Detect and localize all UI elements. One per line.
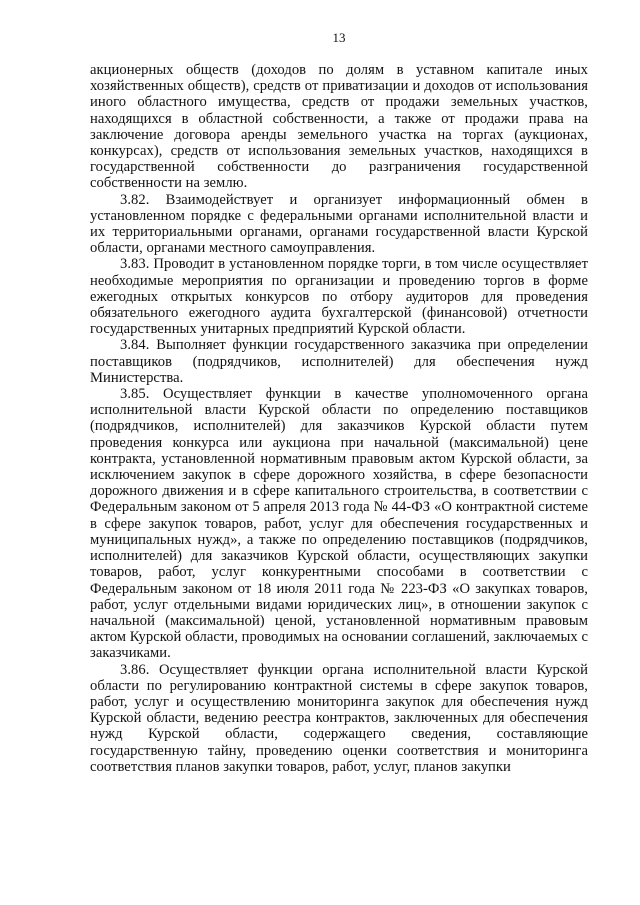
paragraph-3-86: 3.86. Осуществляет функции органа исполнительной власти Курской области по регулированию контрактной системы в сфере закупок товаров, работ, услуг и осуществлению мониторинга закупок для обеспечения нужд Курской области, ведению реестра контрактов, заключенных для обеспечения нужд Курской области, содержащего сведения, составляющие государственную тайну, проведению оценки соответствия и мониторинга соответствия планов закупки товаров, работ, услуг, планов закупки <box>90 661 588 775</box>
paragraph-3-84: 3.84. Выполняет функции государственного заказчика при определении поставщиков (подрядчиков, исполнителей) для обеспечения нужд Министерства. <box>90 337 588 386</box>
paragraph-3-85: 3.85. Осуществляет функции в качестве уполномоченного органа исполнительной власти Курской области по определению поставщиков (подрядчиков, исполнителей) для заказчиков Курской области путем проведения конкурса или аукциона при начальной (максимальной) цене контракта, установленной нормативным правовым актом Курской области, за исключением закупок в сфере дорожного хозяйства, в сфере безопасности дорожного движения и в сфере капитального строительства, в соответствии с Федеральным законом от 5 апреля 2013 года № 44-ФЗ «О контрактной системе в сфере закупок товаров, работ, услуг для обеспечения государственных и муниципальных нужд», а также по определению поставщиков (подрядчиков, исполнителей) для заказчиков Курской области, осуществляющих закупки товаров, работ, услуг конкурентными способами в соответствии с Федеральным законом от 18 июля 2011 года № 223-ФЗ «О закупках товаров, работ, услуг отдельными видами юридических лиц», в отношении закупок с начальной (максимальной) ценой, установленной нормативным правовым актом Курской области, проводимых на основании соглашений, заключаемых с заказчиками. <box>90 386 588 662</box>
paragraph-3-82: 3.82. Взаимодействует и организует информационный обмен в установленном порядке с федеральными органами исполнительной власти и их территориальными органами, органами государственной власти Курской области, органами местного самоуправления. <box>90 191 588 257</box>
page-number: 13 <box>332 30 346 45</box>
paragraph-3-83: 3.83. Проводит в установленном порядке торги, в том числе осуществляет необходимые мероприятия по организации и проведению торгов в форме ежегодных открытых конкурсов по отбору аудиторов для проведения обязательного ежегодного аудита бухгалтерской (финансовой) отчетности государственных унитарных предприятий Курской области. <box>90 256 588 338</box>
paragraph-continuation: акционерных обществ (доходов по долям в уставном капитале иных хозяйственных обществ), средств от приватизации и доходов от использования иного областного имущества, средств от продажи земельных участков, находящихся в областной собственности, а также от продажи права на заключение договора аренды земельного участка на торгах (аукционах, конкурсах), средств от использования земельных участков, находящихся в государственной собственности до разграничения государственной собственности на землю. <box>90 62 588 192</box>
